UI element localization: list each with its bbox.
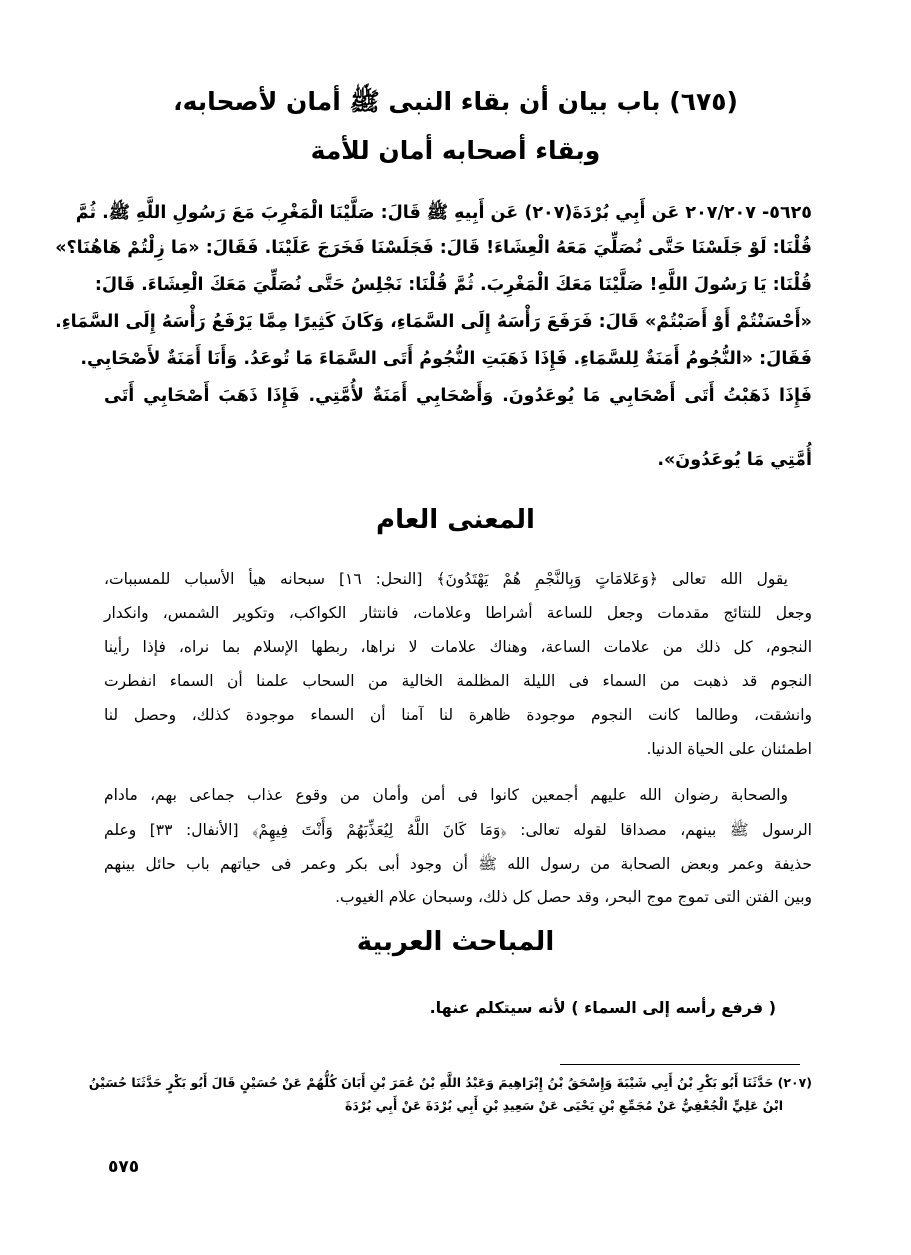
hadith-line: قُلْنَا: لَوْ جَلَسْنَا حَتَّى نُصَلِّيَ مَعَهُ الْعِشَاءَ! قَالَ: فَجَلَسْنَا فَخَرَجَ عَلَيْنَا. فَقَالَ: «مَا زِلْتُمْ هَاهُنَا؟»: [55, 238, 812, 258]
paragraph-line: وبين الفتن التى تموج موج البحر، وقد حصل كل ذلك، وسبحان علام الغيوب.: [335, 888, 812, 906]
section-heading-general-meaning: المعنى العام: [376, 505, 535, 535]
chapter-title-line-1: (٦٧٥) باب بيان أن بقاء النبى ﷺ أمان لأصحابه،: [173, 87, 738, 116]
chapter-title-line-2: وبقاء أصحابه أمان للأمة: [310, 136, 601, 165]
paragraph-line: يقول الله تعالى ﴿وَعَلامَاتٍ وَبِالنَّجْمِ هُمْ يَهْتَدُونَ﴾ [النحل: ١٦] سبحانه هيأ الأسباب للمسببات،: [104, 570, 788, 588]
hadith-line: ٥٦٢٥- ٢٠٧/٢٠٧ عَن أَبِي بُرْدَةَ(٢٠٧) عَن أَبِيهِ ﷺ قَالَ: صَلَّيْنَا الْمَغْرِبَ مَعَ رَسُولِ اللَّهِ ﷺ. ثُمَّ: [75, 203, 812, 223]
section-heading-arabic-studies: المباحث العربية: [356, 927, 555, 957]
paragraph-line: النجوم، كل ذلك من علامات الساعة، وهناك علامات لا نراها، ربطها الإسلام بما نراه، فإذا رأينا: [104, 638, 812, 656]
paragraph-line: وانشقت، وطالما كانت النجوم موجودة ظاهرة لنا آمنا أن السماء موجودة كذلك، وحصل لنا: [104, 706, 812, 724]
page-number: ٥٧٥: [108, 1157, 140, 1177]
paragraph-line: اطمئنان على الحياة الدنيا.: [646, 740, 812, 758]
hadith-line: قُلْنَا: يَا رَسُولَ اللَّهِ! صَلَّيْنَا مَعَكَ الْمَغْرِبَ. ثُمَّ قُلْنَا: نَجْلِسُ حَتَّى نُصَلِّيَ مَعَكَ الْعِشَاءَ. قَالَ:: [94, 275, 812, 295]
paragraph-line: حذيفة وعمر وبعض الصحابة من رسول الله ﷺ أن وجود أبى بكر وعمر فى حياتهم باب حائل بينهم: [104, 855, 812, 873]
arabic-studies-line: ( فرفع رأسه إلى السماء ) لأنه سيتكلم عنها.: [429, 998, 776, 1017]
hadith-line: أُمَّتِي مَا يُوعَدُونَ».: [657, 450, 812, 470]
footnote-line: (٢٠٧) حَدَّثَنَا أَبُو بَكْرِ بْنُ أَبِي شَيْبَةَ وَإِسْحَقُ بْنُ إِبْرَاهِيمَ وَعَبْدُ اللَّهِ بْنُ عُمَرَ بْنِ أَبَانَ كُلُّهُمْ عَنْ حُسَيْنٍ قَالَ أَبُو بَكْرٍ حَدَّثَنَا حُسَيْنُ: [88, 1075, 812, 1090]
footnote-line: ابْنُ عَلِيٍّ الْجُعْفِيُّ عَنْ مُجَمِّعِ بْنِ يَحْيَى عَنْ سَعِيدِ بْنِ أَبِي بُرْدَةَ عَنْ أَبِي بُرْدَةَ: [345, 1098, 783, 1113]
paragraph-line: وجعل للنتائج مقدمات وجعل للساعة أشراطا وعلامات، فانتثار الكواكب، وتكوير الشمس، وانكدار: [104, 604, 812, 622]
paragraph-line: والصحابة رضوان الله عليهم أجمعين كانوا فى أمن وأمان من وقوع عذاب جماعى بهم، مادام: [104, 786, 788, 804]
footnote-divider: [560, 1064, 800, 1065]
hadith-line: فَإِذَا ذَهَبْتُ أَتَى أَصْحَابِي مَا يُوعَدُونَ. وَأَصْحَابِي أَمَنَةٌ لأُمَّتِي. فَإِذَا ذَهَبَ أَصْحَابِي أَتَى: [104, 386, 812, 406]
paragraph-line: الرسول ﷺ بينهم، مصداقا لقوله تعالى: ﴿وَمَا كَانَ اللَّهُ لِيُعَذِّبَهُمْ وَأَنْتَ فِيهِمْ﴾ [الأنفال: ٣٣] وعلم: [104, 821, 812, 839]
hadith-line: «أَحْسَنْتُمْ أَوْ أَصَبْتُمْ» قَالَ: فَرَفَعَ رَأْسَهُ إِلَى السَّمَاءِ، وَكَانَ كَثِيرًا مِمَّا يَرْفَعُ رَأْسَهُ إِلَى السَّمَاءِ.: [55, 312, 812, 332]
paragraph-line: النجوم قد ذهبت من السماء فى الليلة المظلمة الخالية من السحاب علمنا أن السماء انفطرت: [104, 672, 812, 690]
hadith-line: فَقَالَ: «النُّجُومُ أَمَنَةٌ لِلسَّمَاءِ. فَإِذَا ذَهَبَتِ النُّجُومُ أَتَى السَّمَاءَ مَا تُوعَدُ. وَأَنَا أَمَنَةٌ لأَصْحَابِي.: [80, 349, 812, 369]
